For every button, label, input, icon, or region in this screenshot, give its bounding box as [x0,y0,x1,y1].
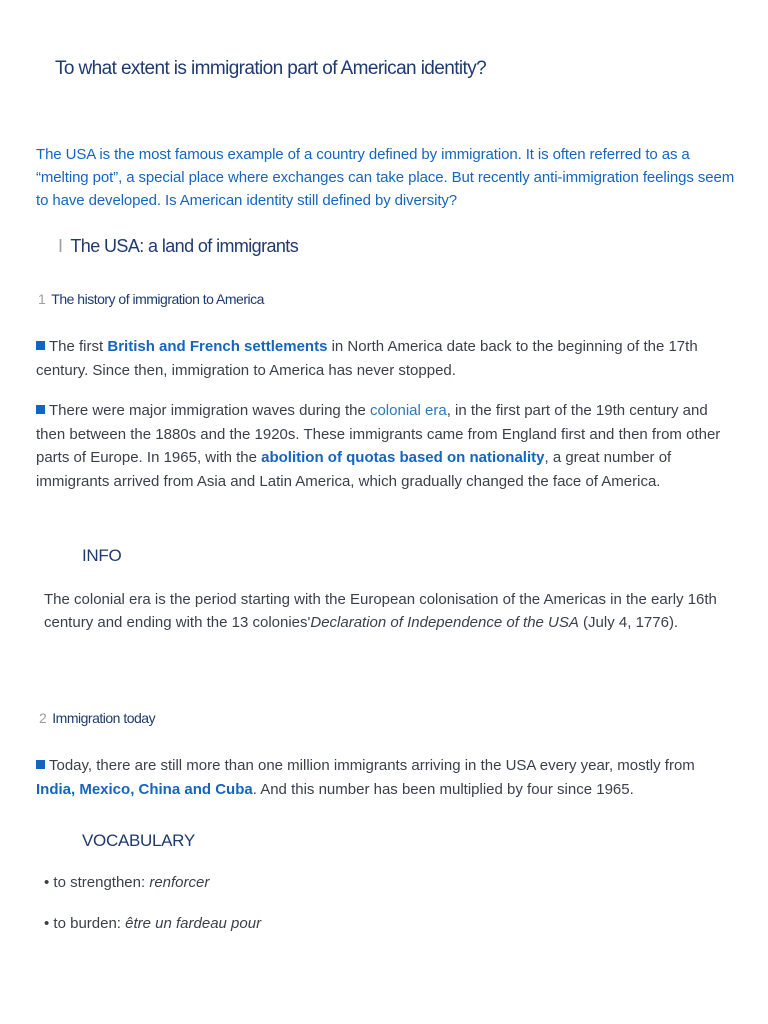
page-title: To what extent is immigration part of American identity? [55,58,487,79]
highlight-term: abolition of quotas based on nationality [261,449,545,466]
info-title: INFO [82,546,122,565]
vocabulary-item [44,915,261,932]
subsection-heading-today [39,710,155,726]
paragraph-settlements [36,335,736,382]
vocab-translation: renforcer [149,874,210,891]
highlight-term: British and French settlements [107,338,328,355]
text: There were major immigration waves during the [49,402,370,419]
text: Today, there are still more than one million immigrants arriving in the USA every year, mostly from [49,757,695,774]
vocabulary-title: VOCABULARY [82,831,195,850]
vocabulary-item [44,874,209,891]
paragraph-waves [36,399,736,493]
text: The colonial era is the period starting with the European colonisation of the Americas in the early 16th century and ending with the 13 colonies' [44,591,717,631]
text: , in the first part of the 19th century and then between the 1880s and the 1920s. These immigrants came from England first and then from other parts of Europe. In 1965, with the [36,402,721,466]
bullet-square-icon [36,341,45,350]
text: . And this number has been multiplied by four since 1965. [252,780,634,798]
colonial-era-link[interactable]: colonial era [369,402,447,419]
text: in North America date back to the beginning of the 17th century. Since then, immigration to America has never stopped. [36,338,698,379]
subsection-title: Immigration today [52,710,156,726]
vocab-translation: être un fardeau pour [125,915,262,932]
highlight-term: India, Mexico, China and Cuba [36,780,253,798]
paragraph-today [36,754,736,801]
intro-paragraph: The USA is the most famous example of a country defined by immigration. It is often referred to as a “melting pot”, a special place where exchanges can take place. But recently anti-immigration feelings seem to have developed. Is American identity still defined by diversity? [36,146,735,209]
bullet-square-icon [36,405,45,414]
vocab-term: • to strengthen: [44,874,150,891]
subsection-title: The history of immigration to America [51,291,264,307]
italic-text: Declaration of Independence of the USA [310,614,579,631]
section-heading [58,236,298,257]
section-title: The USA: a land of immigrants [70,236,299,256]
section-number: I [58,236,63,256]
text: The first [49,338,108,355]
info-text [44,588,744,634]
subsection-number: 2 [39,710,47,726]
subsection-number: 1 [38,291,46,307]
bullet-square-icon [36,760,45,769]
text: , a great number of immigrants arrived from Asia and Latin America, which gradually changed the face of America. [36,449,672,490]
text: (July 4, 1776). [578,614,679,631]
subsection-heading-history [38,291,264,307]
vocab-term: • to burden: [44,915,126,932]
